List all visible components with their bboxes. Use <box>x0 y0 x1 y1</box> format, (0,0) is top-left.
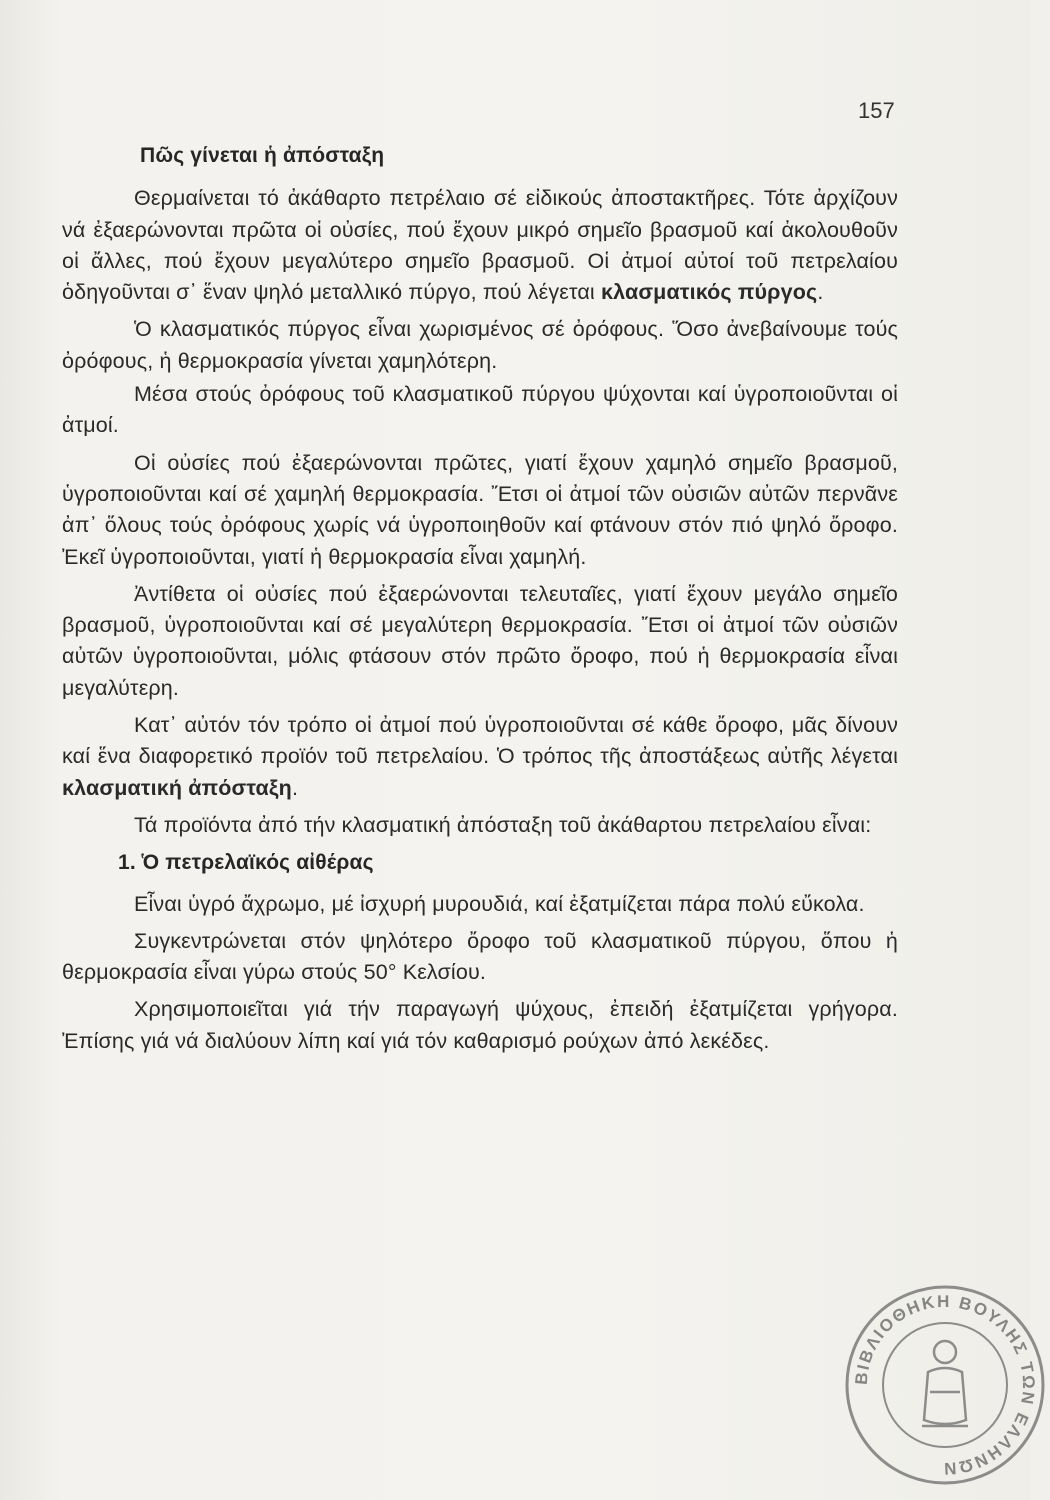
paragraph-distillation-process <box>62 183 898 308</box>
paragraph-products-intro: Τά προϊόντα ἀπό τήν κλασματική ἀπόσταξη τοῦ ἀκάθαρτου πετρελαίου εἶναι: <box>134 812 872 837</box>
paragraph-text: . <box>817 280 824 305</box>
paragraph-text: Θερμαίνεται τό ἀκάθαρτο πετρέλαιο σέ εἰδικούς ἀποστακτῆρες. Τότε ἀρχίζουν νά ἐξαερώνονται πρῶτα οἱ οὐσίες, πού ἔχουν μικρό σημεῖο βρασμοῦ καί ἀκολουθοῦν οἱ ἄλλες, πού ἔχουν μεγαλύτερο σημεῖο βρασμοῦ. Οἱ ἀτμοί αὐτοί τοῦ πετρελαίου ὁδηγοῦνται σ᾽ ἕναν ψηλό μεταλλικό πύργο, πού λέγεται <box>62 186 898 305</box>
term-fractionating-tower: κλασματικός πύργος <box>600 280 818 305</box>
library-stamp <box>840 1280 1050 1490</box>
paragraph-low-boiling: Οἱ οὐσίες πού ἐξαερώνονται πρῶτες, γιατί ἔχουν χαμηλό σημεῖο βρασμοῦ, ὑγροποιοῦνται καί σέ χαμηλή θερμοκρασία. Ἔτσι οἱ ἀτμοί τῶν οὐσιῶν αὐτῶν περνᾶνε ἀπ᾽ ὅλους τούς ὀρόφους χωρίς νά ὑγροποιηθοῦν καί φτάνουν στόν πιό ψηλό ὄροφο. Ἐκεῖ ὑγροποιοῦνται, γιατί ἡ θερμοκρασία εἶναι χαμηλή. <box>62 450 898 569</box>
text-body <box>62 140 898 1063</box>
paragraph-tower-floors: Ὁ κλασματικός πύργος εἶναι χωρισμένος σέ ὀρόφους. Ὅσο ἀνεβαίνουμε τούς ὀρόφους, ἡ θερμοκρασία γίνεται χαμηλότερη. <box>62 317 898 373</box>
paragraph-text: . <box>291 775 299 800</box>
paragraph-ether-location: Συγκεντρώνεται στόν ψηλότερο ὄροφο τοῦ κλασματικοῦ πύργου, ὅπου ἡ θερμοκρασία εἶναι γύρω στούς 50° Κελσίου. <box>62 928 898 985</box>
page-number: 157 <box>858 98 895 123</box>
paragraph-text: Κατ᾽ αὐτόν τόν τρόπο οἱ ἀτμοί πού ὑγροποιοῦνται σέ κάθε ὄροφο, μᾶς δίνουν καί ἕνα διαφορετικό προϊόν τοῦ πετρελαίου. Ὁ τρόπος τῆς ἀποστάξεως αὐτῆς λέγεται <box>62 713 898 769</box>
section-title: Πῶς γίνεται ἡ ἀπόσταξη <box>140 144 385 167</box>
subsection-title: 1. Ὁ πετρελαϊκός αἰθέρας <box>118 851 374 875</box>
stamp-outer-ring <box>847 1287 1043 1483</box>
stamp-figure-icon <box>922 1341 968 1426</box>
paragraph-cooling: Μέσα στούς ὀρόφους τοῦ κλασματικοῦ πύργου ψύχονται καί ὑγροποιοῦνται οἱ ἀτμοί. <box>62 382 898 438</box>
term-fractional-distillation: κλασματική ἀπόσταξη <box>62 775 292 800</box>
paragraph-fractional-distillation <box>62 710 898 804</box>
stamp-text: ΒΙΒΛΙΟΘΗΚΗ ΒΟΥΛΗΣ ΤΩΝ ΕΛΛΗΝΩΝ <box>851 1291 1039 1479</box>
paragraph-high-boiling: Ἀντίθετα οἱ οὐσίες πού ἐξαερώνονται τελευταῖες, γιατί ἔχουν μεγάλο σημεῖο βρασμοῦ, ὑγροποιοῦνται καί σέ μεγαλύτερη θερμοκρασία. Ἔτσι οἱ ἀτμοί τῶν οὐσιῶν αὐτῶν ὑγροποιοῦνται, μόλις φτάσουν στόν πρῶτο ὄροφο, πού ἡ θερμοκρασία εἶναι μεγαλύτερη. <box>62 581 898 700</box>
paragraph-ether-description: Εἶναι ὑγρό ἄχρωμο, μέ ἰσχυρή μυρουδιά, καί ἐξατμίζεται πάρα πολύ εὔκολα. <box>134 891 865 916</box>
paragraph-ether-uses: Χρησιμοποιεῖται γιά τήν παραγωγή ψύχους, ἐπειδή ἐξατμίζεται γρήγορα. Ἐπίσης γιά νά διαλύουν λίπη καί γιά τόν καθαρισμό ρούχων ἀπό λεκέδες. <box>62 997 898 1053</box>
